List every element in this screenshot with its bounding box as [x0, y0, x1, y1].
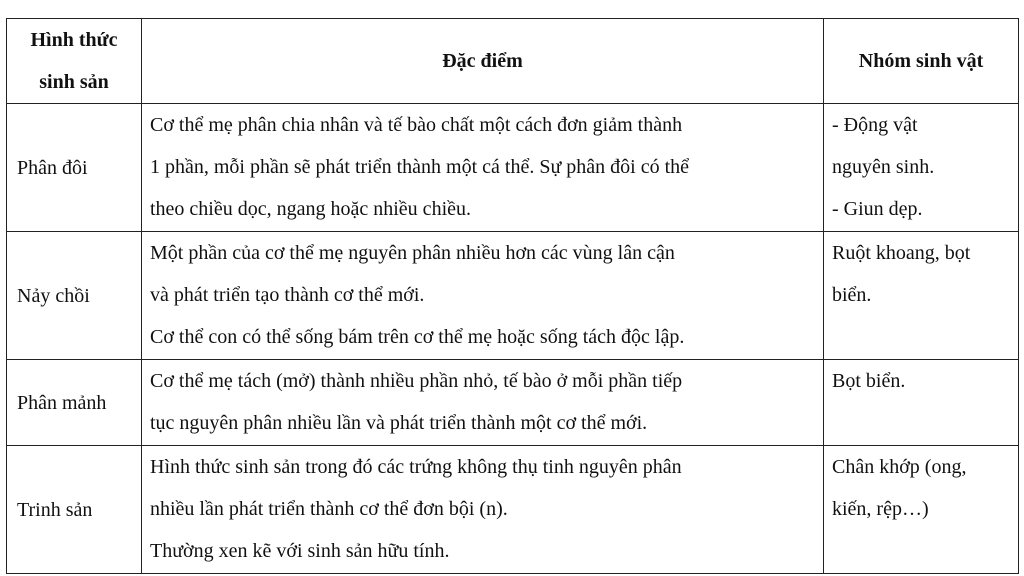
- feature-line: Cơ thể con có thể sống bám trên cơ thể mẹ hoặc sống tách độc lập.: [150, 326, 685, 348]
- header-row: [7, 19, 1019, 104]
- table-row: [7, 360, 1019, 446]
- groups-cell: [824, 446, 1019, 574]
- form-cell: Phân mảnh: [7, 360, 142, 446]
- group-line: kiến, rệp…): [832, 498, 929, 520]
- feature-line: và phát triển tạo thành cơ thể mới.: [150, 284, 425, 306]
- group-line: Ruột khoang, bọt: [832, 242, 971, 264]
- reproduction-table: [6, 18, 1019, 574]
- form-cell: Nảy chồi: [7, 232, 142, 360]
- features-cell: [142, 232, 824, 360]
- table-row: [7, 232, 1019, 360]
- feature-line: theo chiều dọc, ngang hoặc nhiều chiều.: [150, 198, 471, 220]
- table-row: [7, 104, 1019, 232]
- feature-line: tục nguyên phân nhiều lần và phát triển thành một cơ thể mới.: [150, 412, 648, 434]
- form-cell: Phân đôi: [7, 104, 142, 232]
- groups-cell: [824, 232, 1019, 360]
- header-features: Đặc điểm: [142, 19, 824, 104]
- groups-cell: [824, 104, 1019, 232]
- feature-line: Cơ thể mẹ tách (mở) thành nhiều phần nhỏ, tế bào ở mỗi phần tiếp: [150, 370, 683, 392]
- group-line: - Giun dẹp.: [832, 198, 923, 220]
- group-line: biển.: [832, 284, 872, 306]
- feature-line: Cơ thể mẹ phân chia nhân và tế bào chất một cách đơn giảm thành: [150, 114, 683, 136]
- feature-line: 1 phần, mỗi phần sẽ phát triển thành một cá thể. Sự phân đôi có thể: [150, 156, 690, 178]
- group-line: Bọt biển.: [832, 370, 906, 392]
- header-form: [7, 19, 142, 104]
- features-cell: [142, 446, 824, 574]
- feature-line: Một phần của cơ thể mẹ nguyên phân nhiều hơn các vùng lân cận: [150, 242, 675, 264]
- header-groups: Nhóm sinh vật: [824, 19, 1019, 104]
- feature-line: Hình thức sinh sản trong đó các trứng không thụ tinh nguyên phân: [150, 456, 682, 478]
- features-cell: [142, 104, 824, 232]
- group-line: - Động vật: [832, 114, 918, 136]
- groups-cell: [824, 360, 1019, 446]
- header-form-line-2: sinh sản: [39, 71, 109, 93]
- table-row: [7, 446, 1019, 574]
- group-line: nguyên sinh.: [832, 156, 935, 178]
- feature-line: Thường xen kẽ với sinh sản hữu tính.: [150, 540, 450, 562]
- reproduction-table-container: [6, 18, 1019, 574]
- form-cell: Trinh sản: [7, 446, 142, 574]
- header-form-line-1: Hình thức: [30, 29, 118, 51]
- group-line: Chân khớp (ong,: [832, 456, 967, 478]
- feature-line: nhiều lần phát triển thành cơ thể đơn bội (n).: [150, 498, 508, 520]
- features-cell: [142, 360, 824, 446]
